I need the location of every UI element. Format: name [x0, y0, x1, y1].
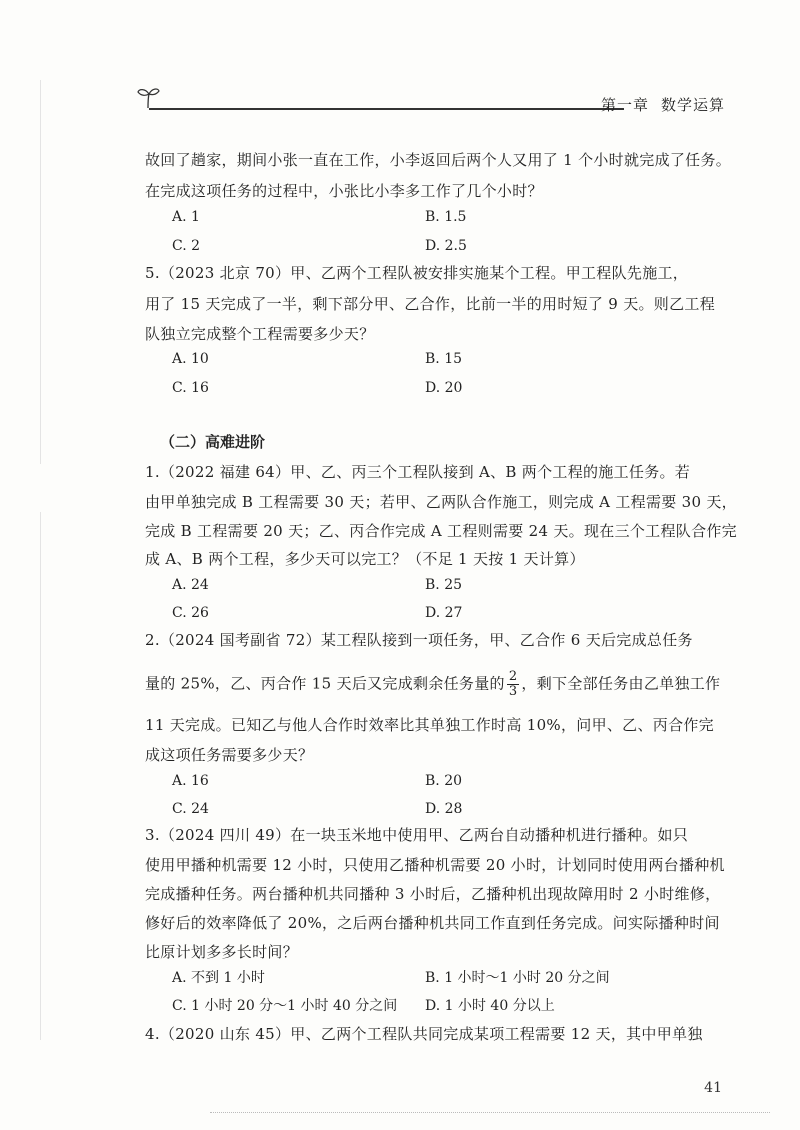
- h2-line-2: [145, 670, 725, 699]
- q5-line-3: 队独立完成整个工程需要多少天？: [145, 325, 375, 343]
- h2-line-2a: 量的 25%，乙、丙合作 15 天后又完成剩余任务量的: [145, 674, 505, 693]
- option-a: A. 10: [172, 351, 209, 367]
- h1-line-3: 完成 B 工程需要 20 天；乙、丙合作完成 A 工程则需要 24 天。现在三个工程队合作完: [145, 522, 737, 540]
- cont-line-1: 故回了趟家，期间小张一直在工作，小李返回后两个人又用了 1 个小时就完成了任务。: [145, 151, 732, 169]
- scan-artifact: [210, 1112, 770, 1114]
- scan-edge: [40, 80, 41, 1040]
- h4-line-1: 4.（2020 山东 45）甲、乙两个工程队共同完成某项工程需要 12 天，其中甲单独: [145, 1025, 703, 1043]
- h3-line-5: 比原计划多多长时间？: [145, 943, 299, 961]
- option-a: A. 16: [172, 773, 209, 789]
- fraction: [507, 670, 520, 699]
- option-a: A. 24: [172, 577, 209, 593]
- h2-line-4: 成这项任务需要多少天？: [145, 746, 314, 764]
- h2-line-2b: ，剩下全部任务由乙单独工作: [521, 674, 721, 693]
- option-a: A. 不到 1 小时: [172, 970, 265, 986]
- option-c: C. 2: [172, 238, 201, 254]
- fraction-denominator: 3: [508, 684, 518, 699]
- page-number: 41: [704, 1080, 722, 1096]
- option-c: C. 1 小时 20 分～1 小时 40 分之间: [172, 998, 398, 1014]
- h3-line-2: 使用甲播种机需要 12 小时，只使用乙播种机需要 20 小时，计划同时使用两台播种机: [145, 856, 725, 874]
- h1-line-1: 1.（2022 福建 64）甲、乙、丙三个工程队接到 A、B 两个工程的施工任务。若: [145, 463, 691, 481]
- option-b: B. 1 小时～1 小时 20 分之间: [425, 970, 610, 986]
- option-b: B. 15: [425, 351, 463, 367]
- option-c: C. 26: [172, 605, 209, 621]
- h3-line-1: 3.（2024 四川 49）在一块玉米地中使用甲、乙两台自动播种机进行播种。如只: [145, 826, 689, 844]
- section-title: （二）高难进阶: [160, 433, 266, 451]
- option-d: D. 1 小时 40 分以上: [425, 998, 555, 1014]
- chapter-label: [589, 94, 725, 115]
- h1-line-4: 成 A、B 两个工程，多少天可以完工？（不足 1 天按 1 天计算）: [145, 550, 585, 568]
- option-c: C. 16: [172, 380, 209, 396]
- sprout-icon: [135, 84, 161, 110]
- option-c: C. 24: [172, 801, 209, 817]
- h1-line-2: 由甲单独完成 B 工程需要 30 天；若甲、乙两队合作施工，则完成 A 工程需要 30 天，: [145, 493, 737, 511]
- option-d: D. 28: [425, 801, 463, 817]
- cont-line-2: 在完成这项任务的过程中，小张比小李多工作了几个小时？: [145, 182, 543, 200]
- q5-line-1: 5.（2023 北京 70）甲、乙两个工程队被安排实施某个工程。甲工程队先施工，: [145, 264, 689, 282]
- option-b: B. 20: [425, 773, 463, 789]
- option-d: D. 27: [425, 605, 463, 621]
- h2-line-3: 11 天完成。已知乙与他人合作时效率比其单独工作时高 10%，问甲、乙、丙合作完: [145, 716, 714, 734]
- option-d: D. 20: [425, 380, 463, 396]
- option-b: B. 25: [425, 577, 463, 593]
- option-d: D. 2.5: [425, 238, 467, 254]
- running-header: [135, 84, 725, 118]
- h2-line-1: 2.（2024 国考副省 72）某工程队接到一项任务，甲、乙合作 6 天后完成总任务: [145, 631, 693, 649]
- header-rule: [149, 108, 624, 110]
- q5-line-2: 用了 15 天完成了一半，剩下部分甲、乙合作，比前一半的用时短了 9 天。则乙工程: [145, 295, 716, 313]
- fraction-numerator: 2: [508, 669, 518, 684]
- h3-line-4: 修好后的效率降低了 20%，之后两台播种机共同工作直到任务完成。问实际播种时间: [145, 914, 720, 932]
- chapter-number: 第一章: [600, 96, 649, 114]
- chapter-title: 数学运算: [660, 96, 725, 114]
- option-a: A. 1: [172, 209, 200, 225]
- h3-line-3: 完成播种任务。两台播种机共同播种 3 小时后，乙播种机出现故障用时 2 小时维修，: [145, 885, 721, 903]
- option-b: B. 1.5: [425, 209, 467, 225]
